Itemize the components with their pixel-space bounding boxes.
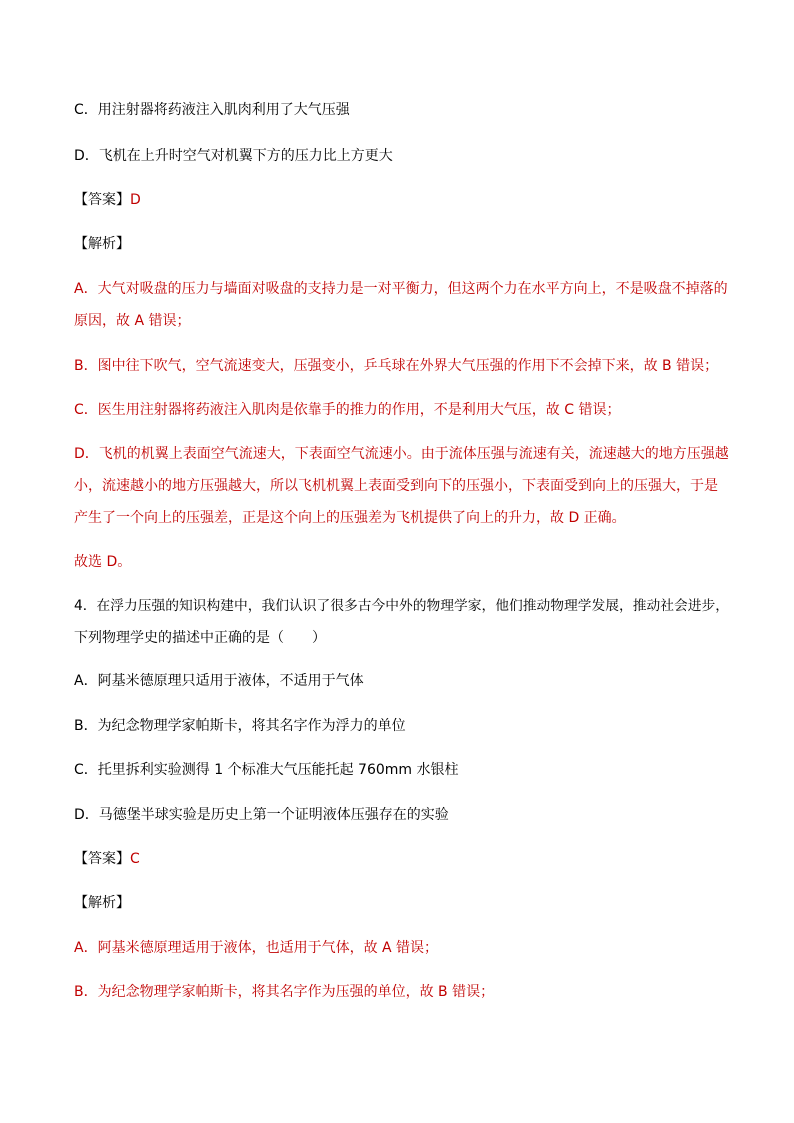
q4-option-d: D．马德堡半球实验是历史上第一个证明液体压强存在的实验 — [74, 807, 449, 823]
q3-analysis-line: D．飞机的机翼上表面空气流速大，下表面空气流速小。由于流体压强与流速有关，流速越大的地方压强越 — [74, 446, 729, 462]
q3-conclusion: 故选 D。 — [74, 554, 132, 570]
q3-analysis-line: 产生了一个向上的压强差，正是这个向上的压强差为飞机提供了向上的升力，故 D 正确。 — [74, 510, 626, 526]
q3-analysis-line: 原因，故 A 错误； — [74, 313, 191, 329]
answer-label: 【答案】 — [74, 851, 130, 867]
q4-stem: 4．在浮力压强的知识构建中，我们认识了很多古今中外的物理学家，他们推动物理学发展，推动社会进步， — [74, 598, 730, 614]
q3-analysis-line: A．大气对吸盘的压力与墙面对吸盘的支持力是一对平衡力，但这两个力在水平方向上，不是吸盘不掉落的 — [74, 281, 728, 297]
answer-label: 【答案】 — [74, 192, 130, 208]
q4-option-c: C．托里拆利实验测得 1 个标准大气压能托起 760mm 水银柱 — [74, 762, 459, 778]
q3-analysis-label: 【解析】 — [74, 236, 130, 252]
answer-value: C — [130, 851, 140, 867]
q4-stem: 下列物理学史的描述中正确的是（ ） — [74, 630, 326, 646]
q4-answer — [74, 849, 140, 869]
q3-option-d: D．飞机在上升时空气对机翼下方的压力比上方更大 — [74, 148, 393, 164]
q4-analysis-label: 【解析】 — [74, 895, 130, 911]
answer-value: D — [130, 192, 141, 208]
q4-analysis-line: B．为纪念物理学家帕斯卡，将其名字作为压强的单位，故 B 错误； — [74, 984, 495, 1000]
q3-analysis-line: 小，流速越小的地方压强越大，所以飞机机翼上表面受到向下的压强小，下表面受到向上的压强大，于是 — [74, 478, 718, 494]
q3-answer — [74, 190, 141, 210]
q4-option-b: B．为纪念物理学家帕斯卡，将其名字作为浮力的单位 — [74, 718, 406, 734]
q3-option-c: C．用注射器将药液注入肌肉利用了大气压强 — [74, 102, 350, 118]
q3-analysis-line: C．医生用注射器将药液注入肌肉是依靠手的推力的作用，不是利用大气压，故 C 错误； — [74, 402, 621, 418]
q4-option-a: A．阿基米德原理只适用于液体，不适用于气体 — [74, 673, 364, 689]
q4-analysis-line: A．阿基米德原理适用于液体，也适用于气体，故 A 错误； — [74, 940, 439, 956]
q3-analysis-line: B．图中往下吹气，空气流速变大，压强变小，乒乓球在外界大气压强的作用下不会掉下来，故 B 错误； — [74, 358, 719, 374]
